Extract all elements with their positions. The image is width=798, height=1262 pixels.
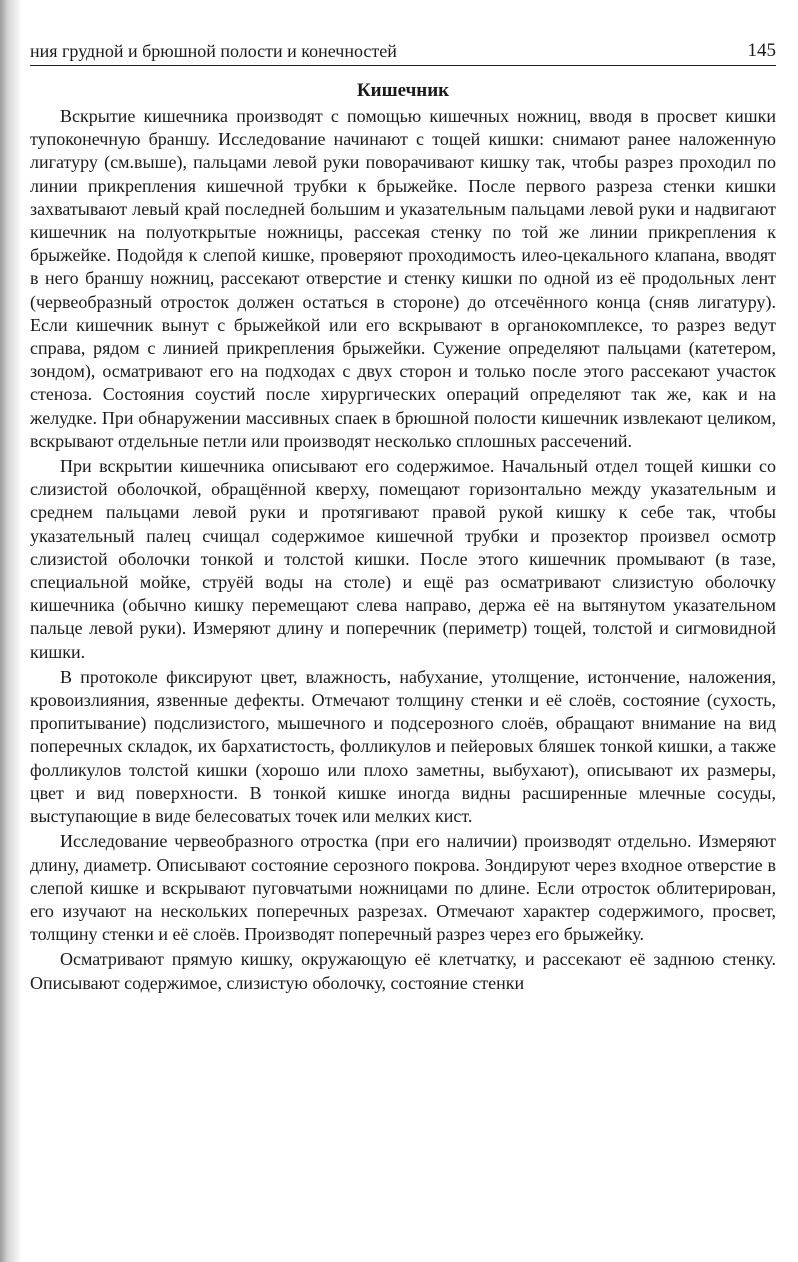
running-title: ния грудной и брюшной полости и конечностей bbox=[30, 41, 397, 61]
scan-binding-edge bbox=[0, 0, 22, 1262]
paragraph: При вскрытии кишечника описывают его содержимое. Начальный отдел тощей кишки со слизистой оболочкой, обращённой кверху, помещают горизонтально между указательным и среднем пальцами левой руки и протягивают правой рукой кишку к себе так, чтобы указательный палец счищал содержимое кишечной трубки и прозектор произвел осмотр слизистой оболочки тонкой и толстой кишки. После этого кишечник промывают (в тазе, специальной мойке, струёй воды на столе) и ещё раз осматривают слизистую оболочку кишечника (обычно кишку перемещают слева направо, держа её на вытянутом указательном пальце левой руки). Измеряют длину и поперечник (периметр) тощей, толстой и сигмовидной кишки. bbox=[30, 456, 776, 662]
running-header bbox=[30, 39, 776, 66]
paragraph: Исследование червеобразного отростка (при его наличии) производят отдельно. Измеряют длину, диаметр. Описывают состояние серозного покрова. Зондируют через входное отверстие в слепой кишке и вскрывают пуговчатыми ножницами по длине. Если отросток облитерирован, его изучают на нескольких поперечных разрезах. Отмечают характер содержимого, просвет, толщину стенки и её слоёв. Производят поперечный разрез через его брыжейку. bbox=[30, 831, 776, 945]
paragraph: Вскрытие кишечника производят с помощью кишечных ножниц, вводя в просвет кишки тупоконечную браншу. Исследование начинают с тощей кишки: снимают ранее наложенную лигатуру (см.выше), пальцами левой руки поворачивают кишку так, чтобы разрез проходил по линии прикрепления кишечной трубки к брыжейке. После первого разреза стенки кишки захватывают левый край последней большим и указательным пальцами левой руки и надвигают кишечник на полуоткрытые ножницы, рассекая стенку по той же линии прикрепления к брыжейке. Подойдя к слепой кишке, проверяют проходимость илео-цекального клапана, вводят в него браншу ножниц, рассекают отверстие и стенку кишки по одной из её продольных лент (червеобразный отросток должен остаться в стороне) до отсечённого конца (сняв лигатуру). Если кишечник вынут с брыжейкой или его вскрывают в органокомплексе, то разрез ведут справа, рядом с линией прикрепления брыжейки. Сужение определяют пальцами (катетером, зондом), осматривают его на подходах с двух сторон и только после этого рассекают участок стеноза. Состояния соустий после хирургических операций определяют так же, как и на желудке. При обнаружении массивных спаек в брюшной полости кишечник извлекают целиком, вскрывают отдельные петли или производят несколько сплошных рассечений. bbox=[30, 106, 776, 451]
page-number: 145 bbox=[747, 40, 776, 61]
page-body bbox=[30, 78, 776, 997]
paragraph: Осматривают прямую кишку, окружающую её клетчатку, и рассекают её заднюю стенку. Описывают содержимое, слизистую оболочку, состояние стенки bbox=[30, 949, 776, 993]
section-title: Кишечник bbox=[356, 80, 450, 101]
paragraph: В протоколе фиксируют цвет, влажность, набухание, утолщение, истончение, наложения, кровоизлияния, язвенные дефекты. Отмечают толщину стенки и её слоёв, состояние (сухость, пропитывание) подслизистого, мышечного и подсерозного слоёв, обращают внимание на вид поперечных складок, их бархатистость, фолликулов и пейеровых бляшек тонкой кишки, а также фолликулов толстой кишки (хорошо или плохо заметны, выбухают), описывают их размеры, цвет и вид поверхности. В тонкой кишке иногда видны расширенные млечные сосуды, выступающие в виде белесоватых точек или мелких кист. bbox=[30, 666, 776, 827]
